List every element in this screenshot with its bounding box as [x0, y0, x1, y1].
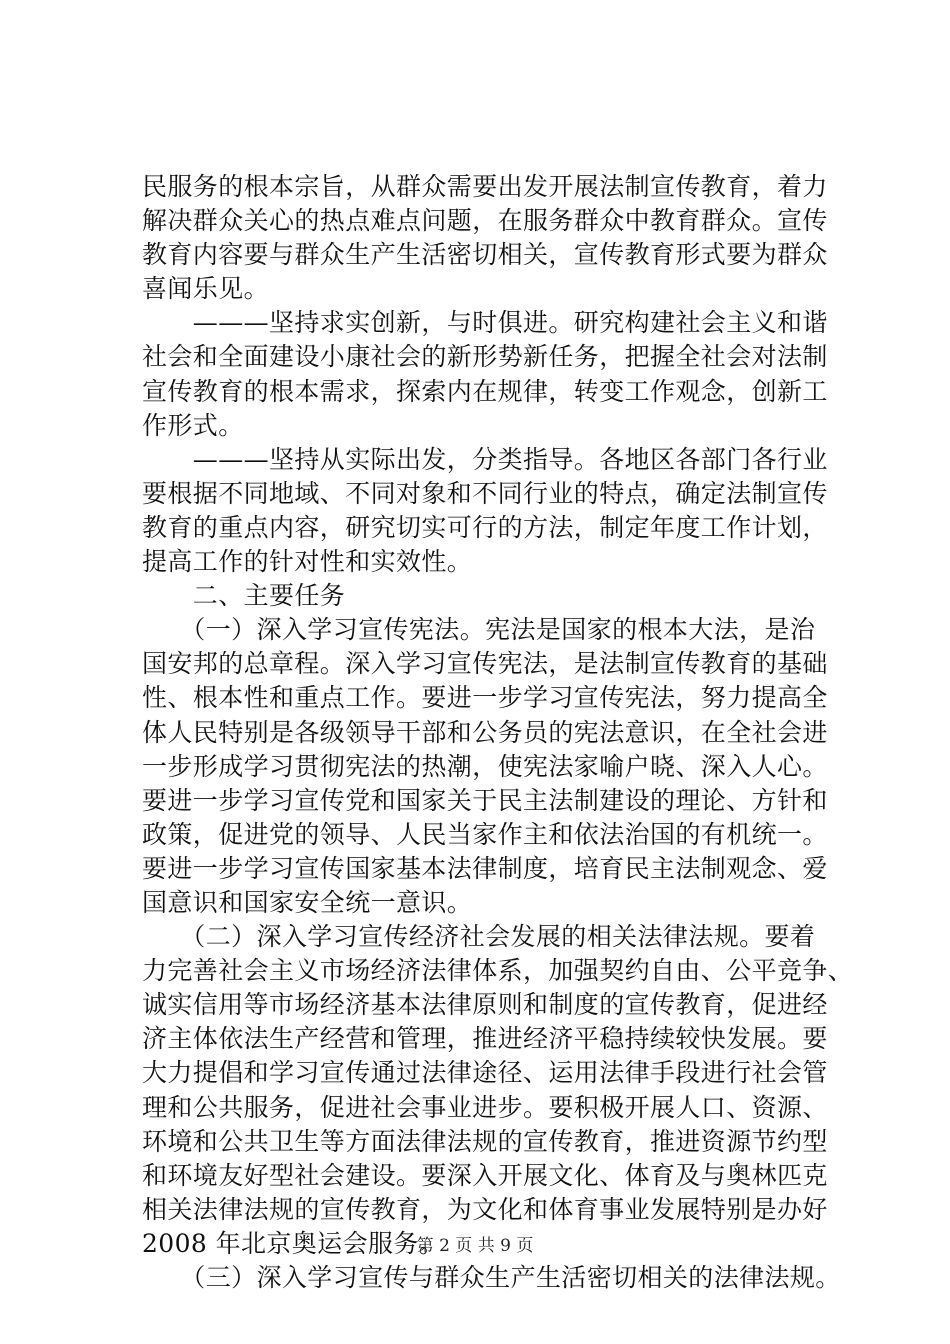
page-number-footer: 第 2 页 共 9 页	[416, 1236, 534, 1256]
section-heading: 二、主要任务	[142, 581, 346, 611]
text-line: 要根据不同地域、不同对象和不同行业的特点，确定法制宣传	[142, 478, 828, 508]
text-line: （二）深入学习宣传经济社会发展的相关法律法规。要着	[142, 922, 816, 952]
text-line: ———坚持求实创新，与时俱进。研究构建社会主义和谐	[142, 308, 828, 338]
text-line: 社会和全面建设小康社会的新形势新任务，把握全社会对法制	[142, 342, 828, 372]
text-line: 诚实信用等市场经济基本法律原则和制度的宣传教育，促进经	[142, 990, 828, 1020]
text-line: 和环境友好型社会建设。要深入开展文化、体育及与奥林匹克	[142, 1160, 828, 1190]
text-line: ———坚持从实际出发，分类指导。各地区各部门各行业	[142, 444, 828, 474]
text-line: 解决群众关心的热点难点问题，在服务群众中教育群众。宣传	[142, 206, 828, 236]
text-line: 一步形成学习贯彻宪法的热潮，使宪法家喻户晓、深入人心。	[142, 751, 828, 781]
text-line: 相关法律法规的宣传教育，为文化和体育事业发展特别是办好	[142, 1194, 828, 1224]
text-line: 要进一步学习宣传国家基本法律制度，培育民主法制观念、爱	[142, 853, 828, 883]
text-line: 教育内容要与群众生产生活密切相关，宣传教育形式要为群众	[142, 240, 828, 270]
text-line: 民服务的根本宗旨，从群众需要出发开展法制宣传教育，着力	[142, 172, 828, 201]
text-line: 大力提倡和学习宣传通过法律途径、运用法律手段进行社会管	[142, 1058, 828, 1088]
text-line: 教育的重点内容，研究切实可行的方法，制定年度工作计划，	[142, 512, 828, 542]
text-line: 政策，促进党的领导、人民当家作主和依法治国的有机统一。	[142, 819, 828, 849]
text-line: 宣传教育的根本需求，探索内在规律，转变工作观念，创新工	[142, 376, 828, 406]
text-line: 作形式。	[142, 410, 244, 440]
text-line: 喜闻乐见。	[142, 274, 270, 304]
text-line: 要进一步学习宣传党和国家关于民主法制建设的理论、方针和	[142, 785, 828, 815]
text-line: （三）深入学习宣传与群众生产生活密切相关的法律法规。	[142, 1263, 841, 1292]
text-line: 性、根本性和重点工作。要进一步学习宣传宪法，努力提高全	[142, 683, 828, 713]
text-line: 体人民特别是各级领导干部和公务员的宪法意识，在全社会进	[142, 717, 828, 747]
text-line: 济主体依法生产经营和管理，推进经济平稳持续较快发展。要	[142, 1024, 828, 1054]
text-line: 国意识和国家安全统一意识。	[142, 887, 473, 917]
text-line: 力完善社会主义市场经济法律体系，加强契约自由、公平竞争、	[142, 956, 854, 986]
text-line: 提高工作的针对性和实效性。	[142, 547, 473, 577]
text-line: 2008 年北京奥运会服务。	[142, 1228, 445, 1258]
text-line: （一）深入学习宣传宪法。宪法是国家的根本大法，是治	[142, 615, 816, 645]
text-line: 环境和公共卫生等方面法律法规的宣传教育，推进资源节约型	[142, 1126, 828, 1156]
text-line: 理和公共服务，促进社会事业进步。要积极开展人口、资源、	[142, 1092, 828, 1122]
text-line: 国安邦的总章程。深入学习宣传宪法，是法制宣传教育的基础	[142, 649, 828, 679]
document-body	[142, 170, 854, 1295]
